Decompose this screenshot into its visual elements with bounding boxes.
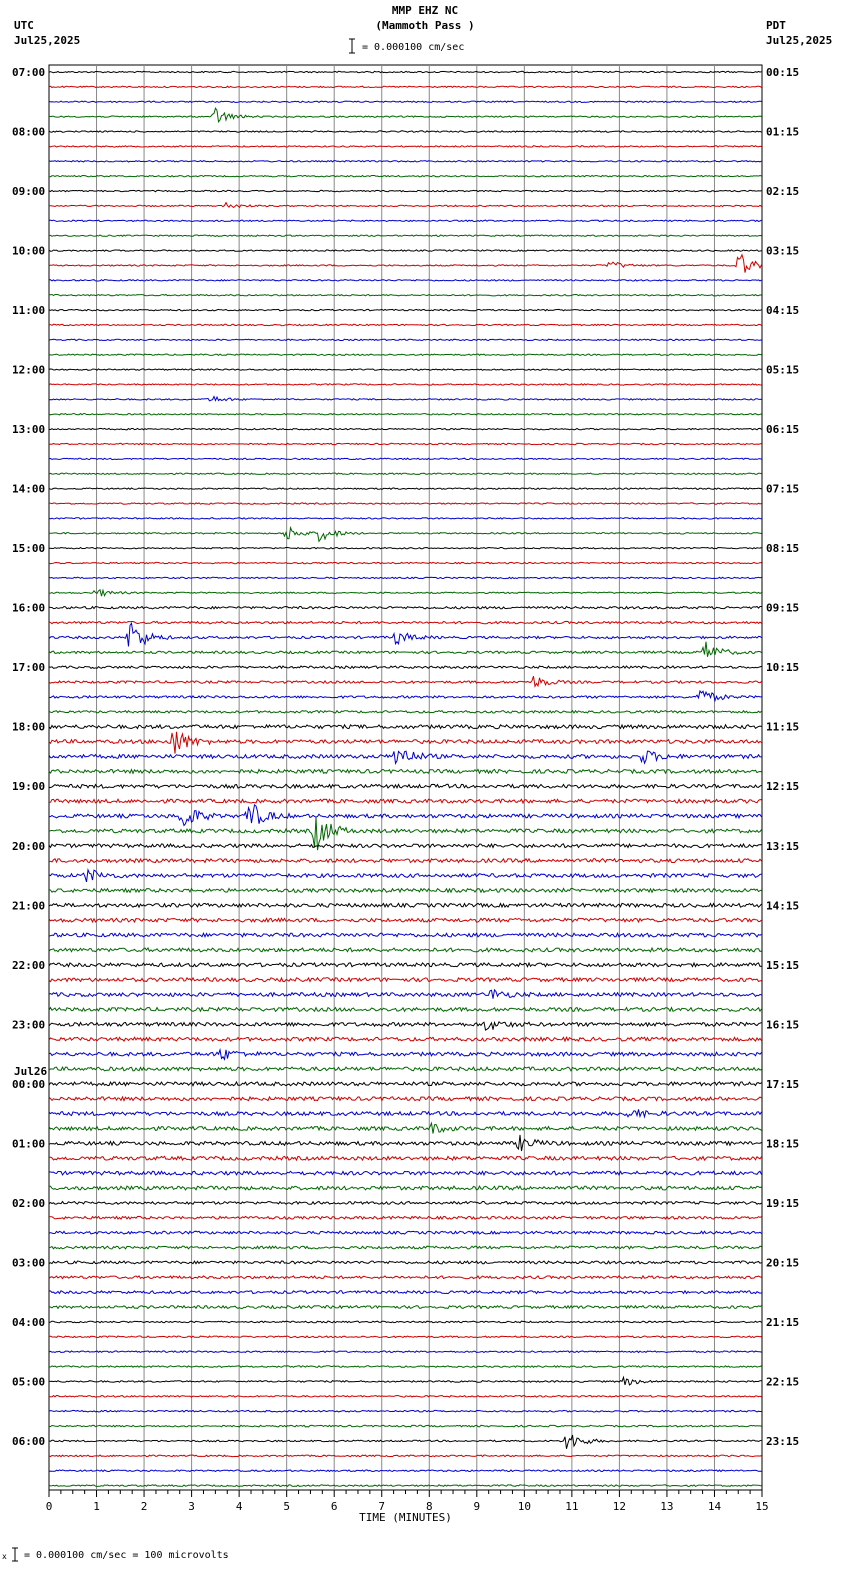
right-date: Jul25,2025 (766, 34, 833, 47)
utc-time-label: 17:00 (12, 661, 46, 675)
utc-time-label: 01:00 (12, 1137, 46, 1151)
trace-line (49, 176, 762, 177)
utc-time-label: 04:00 (12, 1315, 46, 1329)
trace-line (49, 190, 762, 191)
trace-line (49, 1097, 762, 1101)
trace-line (49, 414, 762, 415)
x-tick-label: 5 (283, 1500, 290, 1513)
trace-line (49, 590, 762, 596)
pdt-time-label: 02:15 (766, 185, 800, 199)
trace-line (49, 691, 762, 701)
trace-line (49, 309, 762, 310)
trace-line (49, 71, 762, 72)
trace-line (49, 1202, 762, 1205)
pdt-time-label: 13:15 (766, 839, 800, 853)
trace-line (49, 1435, 762, 1449)
pdt-time-label: 15:15 (766, 958, 800, 972)
svg-text:x: x (2, 1552, 7, 1561)
footer-scale-note: = 0.000100 cm/sec = 100 microvolts (24, 1550, 229, 1561)
trace-line (49, 948, 762, 952)
utc-time-label: 08:00 (12, 125, 46, 139)
trace-line (49, 1377, 762, 1385)
pdt-time-label: 11:15 (766, 720, 800, 734)
trace-line (49, 397, 762, 401)
utc-time-label: 14:00 (12, 482, 46, 496)
utc-time-label: 20:00 (12, 839, 46, 853)
utc-time-label: 09:00 (12, 185, 46, 199)
pdt-time-label: 22:15 (766, 1375, 800, 1389)
trace-line (49, 1276, 762, 1279)
trace-line (49, 859, 762, 863)
trace-line (49, 1135, 762, 1151)
pdt-time-label: 18:15 (766, 1137, 800, 1151)
pdt-time-label: 16:15 (766, 1018, 800, 1032)
pdt-time-label: 06:15 (766, 423, 800, 437)
trace-line (49, 1216, 762, 1219)
left-timezone: UTC (14, 19, 34, 32)
pdt-time-label: 07:15 (766, 482, 800, 496)
trace-line (49, 621, 762, 623)
trace-line (49, 903, 762, 907)
trace-line (49, 518, 762, 519)
footer-scale-bar-icon (2, 1546, 20, 1562)
pdt-time-label: 10:15 (766, 661, 800, 675)
trace-line (49, 889, 762, 893)
utc-time-label: 19:00 (12, 780, 46, 794)
trace-line (49, 870, 762, 882)
trace-line (49, 161, 762, 162)
scale-text: = 0.000100 cm/sec (362, 42, 465, 53)
trace-line (49, 725, 762, 729)
x-tick-label: 15 (755, 1500, 769, 1513)
trace-line (49, 642, 762, 657)
trace-line (49, 1008, 762, 1012)
trace-line (49, 963, 762, 967)
x-tick-label: 3 (188, 1500, 195, 1513)
trace-line (49, 918, 762, 922)
trace-line (49, 131, 762, 132)
plot-frame (49, 65, 762, 1490)
trace-line (49, 428, 762, 429)
x-tick-label: 13 (660, 1500, 674, 1513)
utc-time-label: 07:00 (12, 66, 46, 79)
x-axis-label: TIME (MINUTES) (359, 1511, 452, 1524)
station-title: MMP EHZ NC (391, 4, 459, 17)
pdt-time-label: 01:15 (766, 125, 800, 139)
trace-line (49, 101, 762, 102)
trace-line (49, 1246, 762, 1249)
utc-time-label: 06:00 (12, 1434, 46, 1448)
trace-line (49, 1306, 762, 1309)
trace-line (49, 1470, 762, 1472)
trace-line (49, 220, 762, 221)
trace-line (49, 978, 762, 982)
trace-line (49, 577, 762, 578)
trace-line (49, 1082, 762, 1086)
x-tick-label: 6 (330, 1500, 338, 1513)
x-tick-label: 0 (45, 1500, 53, 1513)
trace-line (49, 488, 762, 489)
trace-line (49, 1050, 762, 1060)
trace-line (49, 1336, 762, 1338)
pdt-time-label: 19:15 (766, 1196, 800, 1210)
trace-line (49, 805, 762, 826)
trace-line (49, 503, 762, 504)
utc-time-label: 16:00 (12, 601, 46, 615)
trace-line (49, 732, 762, 754)
utc-date-label: Jul26 (14, 1064, 48, 1078)
x-tick-label: 8 (425, 1500, 433, 1513)
trace-line (49, 1123, 762, 1133)
x-tick-label: 7 (378, 1500, 386, 1513)
station-location: (Mammoth Pass ) (375, 19, 475, 32)
trace-line (49, 1485, 762, 1487)
trace-line (49, 108, 762, 122)
trace-line (49, 458, 762, 459)
trace-line (49, 751, 762, 763)
trace-line (49, 1425, 762, 1427)
pdt-time-label: 12:15 (766, 780, 800, 794)
trace-line (49, 548, 762, 549)
pdt-time-label: 05:15 (766, 363, 800, 377)
utc-time-label: 23:00 (12, 1018, 46, 1032)
trace-line (49, 1067, 762, 1071)
trace-line (49, 280, 762, 281)
right-timezone: PDT (766, 19, 786, 32)
trace-line (49, 146, 762, 147)
trace-line (49, 1156, 762, 1160)
pdt-time-label: 08:15 (766, 542, 800, 556)
trace-line (49, 1351, 762, 1353)
trace-line (49, 473, 762, 474)
trace-line (49, 1291, 762, 1294)
trace-line (49, 844, 762, 848)
utc-time-label: 03:00 (12, 1256, 46, 1270)
utc-time-label: 13:00 (12, 423, 46, 437)
trace-line (49, 203, 762, 208)
trace-line (49, 1396, 762, 1398)
trace-line (49, 1321, 762, 1323)
trace-line (49, 711, 762, 713)
trace-line (49, 1455, 762, 1457)
left-date: Jul25,2025 (14, 34, 81, 47)
trace-line (49, 250, 762, 251)
utc-time-label: 21:00 (12, 899, 46, 913)
trace-line (49, 443, 762, 444)
trace-line (49, 990, 762, 999)
utc-time-label: 02:00 (12, 1196, 46, 1210)
x-tick-label: 4 (235, 1500, 243, 1513)
pdt-time-label: 23:15 (766, 1434, 800, 1448)
trace-line (49, 1186, 762, 1190)
utc-time-label: 00:00 (12, 1077, 46, 1091)
trace-line (49, 1231, 762, 1234)
utc-time-label: 11:00 (12, 304, 46, 318)
pdt-time-label: 20:15 (766, 1256, 800, 1270)
trace-line (49, 369, 762, 370)
trace-line (49, 623, 762, 646)
utc-time-label: 22:00 (12, 958, 46, 972)
pdt-time-label: 14:15 (766, 899, 800, 913)
x-tick-label: 10 (517, 1500, 531, 1513)
trace-line (49, 676, 762, 686)
x-tick-label: 9 (473, 1500, 481, 1513)
pdt-time-label: 09:15 (766, 601, 800, 615)
trace-line (49, 933, 762, 937)
x-tick-label: 14 (707, 1500, 722, 1513)
trace-line (49, 784, 762, 788)
pdt-time-label: 03:15 (766, 244, 800, 258)
trace-line (49, 86, 762, 87)
trace-line (49, 339, 762, 340)
trace-line (49, 528, 762, 542)
trace-line (49, 384, 762, 385)
trace-line (49, 1366, 762, 1368)
pdt-time-label: 04:15 (766, 304, 800, 318)
utc-time-label: 12:00 (12, 363, 46, 377)
utc-time-label: 05:00 (12, 1375, 46, 1389)
trace-line (49, 666, 762, 668)
trace-line (49, 799, 762, 803)
trace-line (49, 1171, 762, 1175)
trace-line (49, 235, 762, 236)
trace-line (49, 295, 762, 296)
pdt-time-label: 17:15 (766, 1077, 800, 1091)
trace-line (49, 354, 762, 355)
trace-line (49, 562, 762, 563)
trace-line (49, 607, 762, 609)
trace-line (49, 1037, 762, 1041)
pdt-time-label: 00:15 (766, 66, 800, 79)
x-tick-label: 1 (93, 1500, 100, 1513)
x-tick-label: 11 (565, 1500, 579, 1513)
pdt-time-label: 21:15 (766, 1315, 800, 1329)
utc-time-label: 18:00 (12, 720, 46, 734)
trace-line (49, 770, 762, 774)
utc-time-label: 10:00 (12, 244, 46, 258)
trace-line (49, 255, 762, 273)
x-tick-label: 2 (140, 1500, 148, 1513)
trace-line (49, 1410, 762, 1412)
trace-line (49, 1109, 762, 1116)
x-tick-label: 12 (612, 1500, 627, 1513)
trace-line (49, 1261, 762, 1264)
trace-line (49, 1022, 762, 1030)
utc-time-label: 15:00 (12, 542, 46, 556)
trace-line (49, 324, 762, 325)
